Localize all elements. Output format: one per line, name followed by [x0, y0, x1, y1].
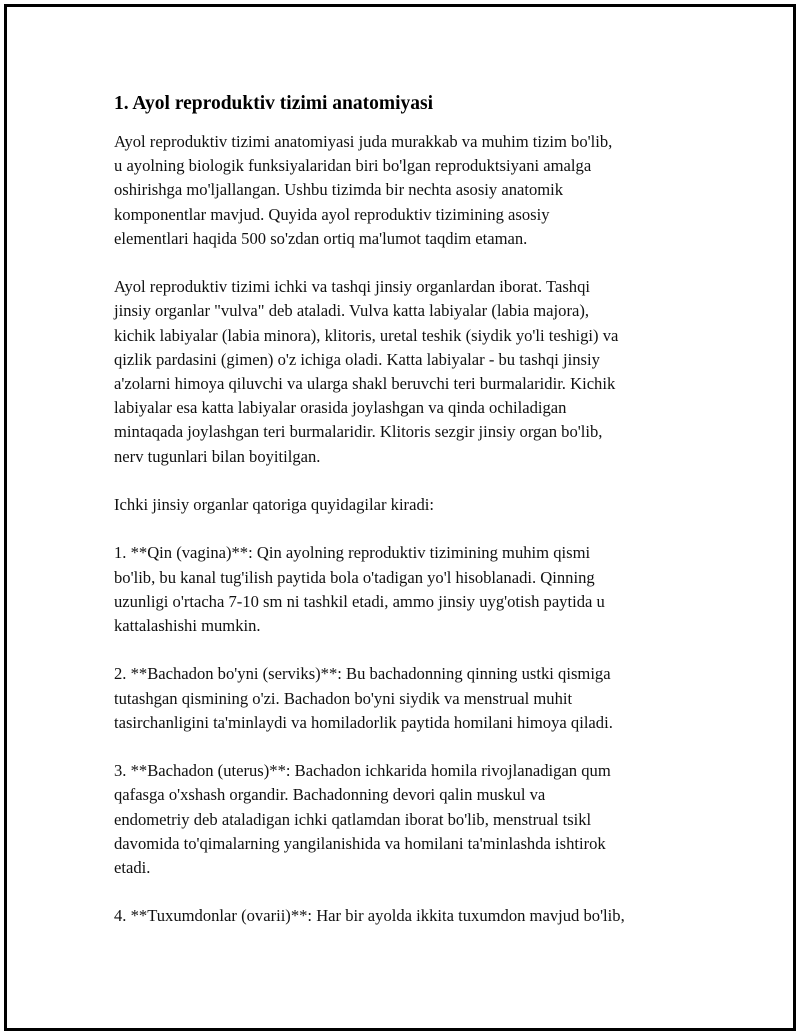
text-line: Ayol reproduktiv tizimi ichki va tashqi jinsiy organlardan iborat. Tashqi	[114, 277, 590, 297]
text-line: 2. **Bachadon bo'yni (serviks)**: Bu bachadonning qinning ustki qismiga	[114, 664, 611, 684]
text-line: oshirishga mo'ljallangan. Ushbu tizimda bir nechta asosiy anatomik	[114, 180, 564, 200]
text-line: uzunligi o'rtacha 7-10 sm ni tashkil etadi, ammo jinsiy uyg'otish paytida u	[114, 591, 605, 611]
text-line: mintaqada joylashgan teri burmalaridir. Klitoris sezgir jinsiy organ bo'lib,	[114, 422, 603, 442]
text-line: Ichki jinsiy organlar qatoriga quyidagilar kiradi:	[114, 495, 434, 515]
text-line: endometriy deb ataladigan ichki qatlamdan iborat bo'lib, menstrual tsikl	[114, 809, 592, 829]
text-line: labiyalar esa katta labiyalar orasida joylashgan va qinda ochiladigan	[114, 398, 567, 418]
text-line: 1. **Qin (vagina)**: Qin ayolning reproduktiv tizimining muhim qismi	[114, 543, 591, 563]
text-line: davomida to'qimalarning yangilanishida va homilani ta'minlashda ishtirok	[114, 833, 606, 853]
text-line: elementlari haqida 500 so'zdan ortiq ma'lumot taqdim etaman.	[114, 228, 528, 248]
text-line: komponentlar mavjud. Quyida ayol reproduktiv tizimining asosiy	[114, 204, 550, 224]
paragraph-intro	[114, 130, 694, 251]
text-line: bo'lib, bu kanal tug'ilish paytida bola o'tadigan yo'l hisoblanadi. Qinning	[114, 567, 595, 587]
list-item-ovaries	[114, 904, 694, 928]
document-body	[114, 92, 694, 953]
text-line: qafasga o'xshash organdir. Bachadonning devori qalin muskul va	[114, 785, 546, 805]
text-line: a'zolarni himoya qiluvchi va ularga shakl beruvchi teri burmalaridir. Kichik	[114, 374, 616, 394]
list-item-cervix	[114, 662, 694, 735]
text-line: jinsiy organlar "vulva" deb ataladi. Vulva katta labiyalar (labia majora),	[114, 301, 590, 321]
text-line: nerv tugunlari bilan boyitilgan.	[114, 446, 321, 466]
text-line: tutashgan qismining o'zi. Bachadon bo'yni siydik va menstrual muhit	[114, 688, 573, 708]
text-line: qizlik pardasini (gimen) o'z ichiga oladi. Katta labiyalar - bu tashqi jinsiy	[114, 349, 600, 369]
text-line: tasirchanligini ta'minlaydi va homiladorlik paytida homilani himoya qiladi.	[114, 712, 613, 732]
text-line: kichik labiyalar (labia minora), klitoris, uretal teshik (siydik yo'li teshigi) va	[114, 325, 619, 345]
text-line: 4. **Tuxumdonlar (ovarii)**: Har bir ayolda ikkita tuxumdon mavjud bo'lib,	[114, 906, 625, 926]
text-line: etadi.	[114, 858, 151, 878]
text-line: Ayol reproduktiv tizimi anatomiyasi juda murakkab va muhim tizim bo'lib,	[114, 132, 613, 151]
paragraph-external-organs	[114, 275, 694, 469]
paragraph-internal-intro	[114, 493, 694, 517]
text-line: kattalashishi mumkin.	[114, 616, 261, 636]
document-title: 1. Ayol reproduktiv tizimi anatomiyasi	[114, 93, 434, 114]
text-line: 3. **Bachadon (uterus)**: Bachadon ichkarida homila rivojlanadigan qum	[114, 761, 611, 781]
list-item-vagina	[114, 541, 694, 638]
list-item-uterus	[114, 759, 694, 880]
text-line: u ayolning biologik funksiyalaridan biri bo'lgan reproduktsiyani amalga	[114, 156, 592, 176]
